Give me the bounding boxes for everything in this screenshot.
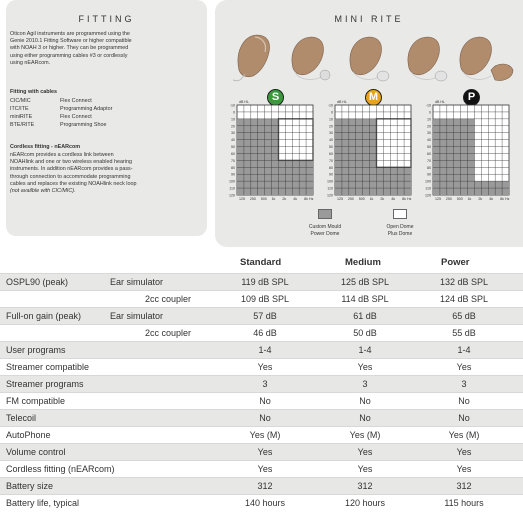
table-row: [0, 307, 523, 324]
table-row: [0, 273, 523, 290]
x-tick-label: 2k: [282, 197, 287, 201]
y-tick-label: 40: [329, 138, 333, 143]
cell-power: 132 dB SPL: [439, 277, 489, 287]
cordless-line: cables and replaces the existing NOAHlink neck loop: [10, 180, 137, 187]
fitting-panel: [6, 0, 207, 236]
x-tick-label: 4k: [293, 197, 298, 201]
y-tick-label: 30: [329, 131, 333, 136]
y-tick-label: 70: [427, 158, 431, 163]
row-label: Streamer programs: [6, 379, 84, 389]
y-tick-label: 20: [329, 124, 333, 129]
intro-line: Genie 2010.1 Fitting Software or higher compatible: [10, 38, 132, 45]
y-tick-label: 120: [327, 193, 333, 198]
y-tick-label: 70: [231, 158, 235, 163]
table-row: [0, 494, 523, 511]
mini-rite-panel: [215, 0, 523, 247]
row-sublabel: 2cc coupler: [145, 328, 192, 338]
y-tick-label: 60: [231, 151, 235, 156]
cell-standard: 109 dB SPL: [240, 294, 290, 304]
y-tick-label: 20: [231, 124, 235, 129]
cell-power: 65 dB: [452, 311, 476, 321]
fitting-title: FITTING: [78, 14, 135, 24]
row-sublabel: Ear simulator: [110, 277, 164, 287]
x-tick-label: 125: [337, 197, 343, 201]
y-tick-label: 30: [427, 131, 431, 136]
x-tick-label: 8k: [500, 197, 504, 201]
cell-medium: Yes: [357, 362, 373, 372]
cell-medium: 61 dB: [353, 311, 377, 321]
y-tick-label: 80: [231, 165, 235, 170]
cell-medium: No: [359, 413, 371, 423]
row-label: Streamer compatible: [6, 362, 90, 372]
cell-standard: 3: [262, 379, 268, 389]
cell-standard: No: [259, 413, 271, 423]
y-tick-label: 100: [229, 179, 235, 184]
cell-power: 55 dB: [452, 328, 476, 338]
cell-medium: 312: [357, 481, 373, 491]
y-tick-label: 0: [429, 110, 431, 115]
x-tick-label: 4k: [489, 197, 494, 201]
badge-letter: P: [467, 91, 476, 103]
legend-swatch-open-dome: [393, 209, 407, 219]
column-header-medium: Medium: [345, 257, 381, 268]
row-label: Volume control: [6, 447, 66, 457]
cable-row: miniRITE Flex Connect: [10, 114, 92, 120]
cell-standard: 119 dB SPL: [241, 277, 289, 287]
x-tick-label: 2k: [380, 197, 385, 201]
y-unit-label: dB HL: [337, 100, 347, 104]
y-unit-label: dB HL: [435, 100, 445, 104]
x-tick-label: 2k: [478, 197, 483, 201]
y-tick-label: 50: [231, 145, 235, 150]
legend-custom-mould: Custom Mould Power Dome: [308, 224, 342, 237]
table-row: [0, 375, 523, 392]
cell-power: 115 hours: [444, 498, 484, 508]
legend-swatch-custom-mould: [318, 209, 332, 219]
table-row: [0, 409, 523, 426]
x-tick-label: 8k: [304, 197, 308, 201]
cell-standard: No: [259, 396, 271, 406]
cell-standard: Yes: [257, 447, 273, 457]
intro-line: Oticon Agil instruments are programmed using the: [10, 31, 130, 37]
cell-power: Yes: [456, 447, 472, 457]
y-tick-label: 120: [229, 193, 235, 198]
x-tick-label: 250: [347, 197, 354, 201]
hearing-aid-image: [337, 30, 397, 85]
x-tick-label: 500: [358, 197, 365, 201]
table-row: [0, 324, 523, 341]
cell-power: Yes: [456, 464, 472, 474]
table-row: [0, 443, 523, 460]
row-label: OSPL90 (peak): [6, 277, 69, 287]
cell-medium: No: [359, 396, 371, 406]
table-row: [0, 392, 523, 409]
table-row: [0, 358, 523, 375]
cell-power: 124 dB SPL: [439, 294, 489, 304]
cordless-line: through connection to accommodate programming: [10, 173, 131, 180]
hearing-aid-image: [225, 30, 283, 85]
cordless-line: (not availble with CIC/MIC).: [10, 188, 76, 195]
y-tick-label: 110: [229, 186, 235, 191]
fitting-intro: [10, 31, 207, 67]
row-label: User programs: [6, 345, 66, 355]
cell-medium: 50 dB: [353, 328, 377, 338]
audiogram-standard: [223, 97, 317, 205]
y-tick-label: 80: [427, 165, 431, 170]
badge-letter: M: [368, 91, 379, 103]
mini-rite-title: MINI RITE: [334, 14, 404, 24]
table-row: [0, 460, 523, 477]
cell-medium: Yes: [357, 464, 373, 474]
cordless-line: nEARcom provides a cordless link between: [10, 152, 114, 158]
x-tick-label: 4k: [391, 197, 396, 201]
cell-power: 312: [456, 481, 472, 491]
row-label: Battery size: [6, 481, 54, 491]
y-tick-label: 110: [327, 186, 333, 191]
y-tick-label: 90: [427, 172, 431, 177]
y-tick-label: 120: [425, 193, 431, 198]
cordless-line: instruments. In addition nEARcom provides a pass-: [10, 166, 133, 173]
cell-power: Yes (M): [448, 430, 480, 440]
x-tick-label: 500: [260, 197, 267, 201]
y-tick-label: 50: [329, 145, 333, 150]
cell-standard: 57 dB: [253, 311, 277, 321]
cell-standard: 46 dB: [253, 328, 277, 338]
y-tick-label: 10: [231, 117, 235, 122]
cable-row: CIC/MIC Flex Connect: [10, 98, 92, 104]
x-tick-label: 1k: [369, 197, 374, 201]
y-tick-label: 10: [427, 117, 431, 122]
y-tick-label: -10: [425, 103, 431, 108]
hearing-aid-image: [395, 30, 455, 85]
cordless-heading: Cordless fitting - nEARcom: [10, 144, 81, 150]
cell-medium: 120 hours: [344, 498, 386, 508]
y-tick-label: -10: [327, 103, 333, 108]
y-tick-label: 70: [329, 158, 333, 163]
column-header-standard: Standard: [240, 257, 282, 268]
cell-power: Yes: [456, 362, 472, 372]
y-tick-label: 110: [425, 186, 431, 191]
row-sublabel: Ear simulator: [110, 311, 164, 321]
row-label: FM compatible: [6, 396, 66, 406]
column-header-power: Power: [441, 257, 470, 268]
x-tick-label: 1k: [467, 197, 472, 201]
cell-power: No: [458, 396, 470, 406]
x-tick-label: 8k: [402, 197, 406, 201]
y-unit-label: dB HL: [239, 100, 249, 104]
cable-row: BTE/RITE Programming Shoe: [10, 122, 107, 128]
y-tick-label: 90: [231, 172, 235, 177]
row-label: Cordless fitting (nEARcom): [6, 464, 115, 474]
cell-medium: 3: [362, 379, 368, 389]
cell-power: 3: [461, 379, 467, 389]
intro-line: using either programming cables #3 or cordlessly: [10, 52, 128, 59]
y-tick-label: 80: [329, 165, 333, 170]
y-tick-label: 60: [329, 151, 333, 156]
y-tick-label: 60: [427, 151, 431, 156]
intro-line: using nEARcom.: [10, 59, 51, 66]
cell-power: No: [458, 413, 470, 423]
legend-open-dome: Open Dome Plus Dome: [386, 224, 414, 237]
audiogram-power: [419, 97, 513, 205]
y-tick-label: 30: [231, 131, 235, 136]
cell-medium: Yes: [357, 447, 373, 457]
row-label: Telecoil: [6, 413, 37, 423]
x-tick-label: 125: [435, 197, 441, 201]
row-label: Battery life, typical: [6, 498, 80, 508]
cell-standard: Yes: [257, 464, 273, 474]
x-unit-label: Hz: [309, 197, 314, 201]
cell-standard: Yes: [257, 362, 273, 372]
cable-row: ITC/ITE Programming Adaptor: [10, 106, 113, 112]
x-tick-label: 125: [239, 197, 245, 201]
cell-medium: 1-4: [358, 345, 372, 355]
cell-medium: Yes (M): [349, 430, 381, 440]
row-sublabel: 2cc coupler: [145, 294, 192, 304]
cell-medium: 125 dB SPL: [340, 277, 390, 287]
y-tick-label: 20: [427, 124, 431, 129]
y-tick-label: 40: [427, 138, 431, 143]
y-tick-label: 10: [329, 117, 333, 122]
cell-power: 1-4: [457, 345, 471, 355]
y-tick-label: 100: [425, 179, 431, 184]
table-row: [0, 341, 523, 358]
cables-heading: Fitting with cables: [10, 89, 58, 95]
hearing-aid-image: [451, 30, 519, 85]
table-row: [0, 290, 523, 307]
cordless-text: [10, 152, 207, 195]
x-unit-label: Hz: [407, 197, 412, 201]
cordless-line: NOAHlink and one or two wireless enabled hearing: [10, 159, 132, 166]
hearing-aid-image: [279, 30, 339, 85]
y-tick-label: -10: [229, 103, 235, 108]
y-tick-label: 40: [231, 138, 235, 143]
y-tick-label: 0: [233, 110, 235, 115]
x-tick-label: 250: [445, 197, 452, 201]
audiogram-medium: [321, 97, 415, 205]
x-tick-label: 250: [249, 197, 256, 201]
cell-standard: 140 hours: [244, 498, 286, 508]
y-tick-label: 100: [327, 179, 333, 184]
cell-standard: 312: [257, 481, 273, 491]
cell-standard: 1-4: [258, 345, 272, 355]
badge-letter: S: [271, 91, 280, 103]
cell-standard: Yes (M): [249, 430, 281, 440]
row-label: Full-on gain (peak): [6, 311, 82, 321]
table-row: [0, 426, 523, 443]
y-tick-label: 0: [331, 110, 333, 115]
intro-line: with NOAH 3 or higher. They can be programmed: [10, 45, 129, 52]
cell-medium: 114 dB SPL: [341, 294, 389, 304]
row-label: AutoPhone: [6, 430, 51, 440]
x-unit-label: Hz: [505, 197, 510, 201]
x-tick-label: 500: [456, 197, 463, 201]
table-row: [0, 477, 523, 494]
x-tick-label: 1k: [271, 197, 276, 201]
y-tick-label: 90: [329, 172, 333, 177]
y-tick-label: 50: [427, 145, 431, 150]
